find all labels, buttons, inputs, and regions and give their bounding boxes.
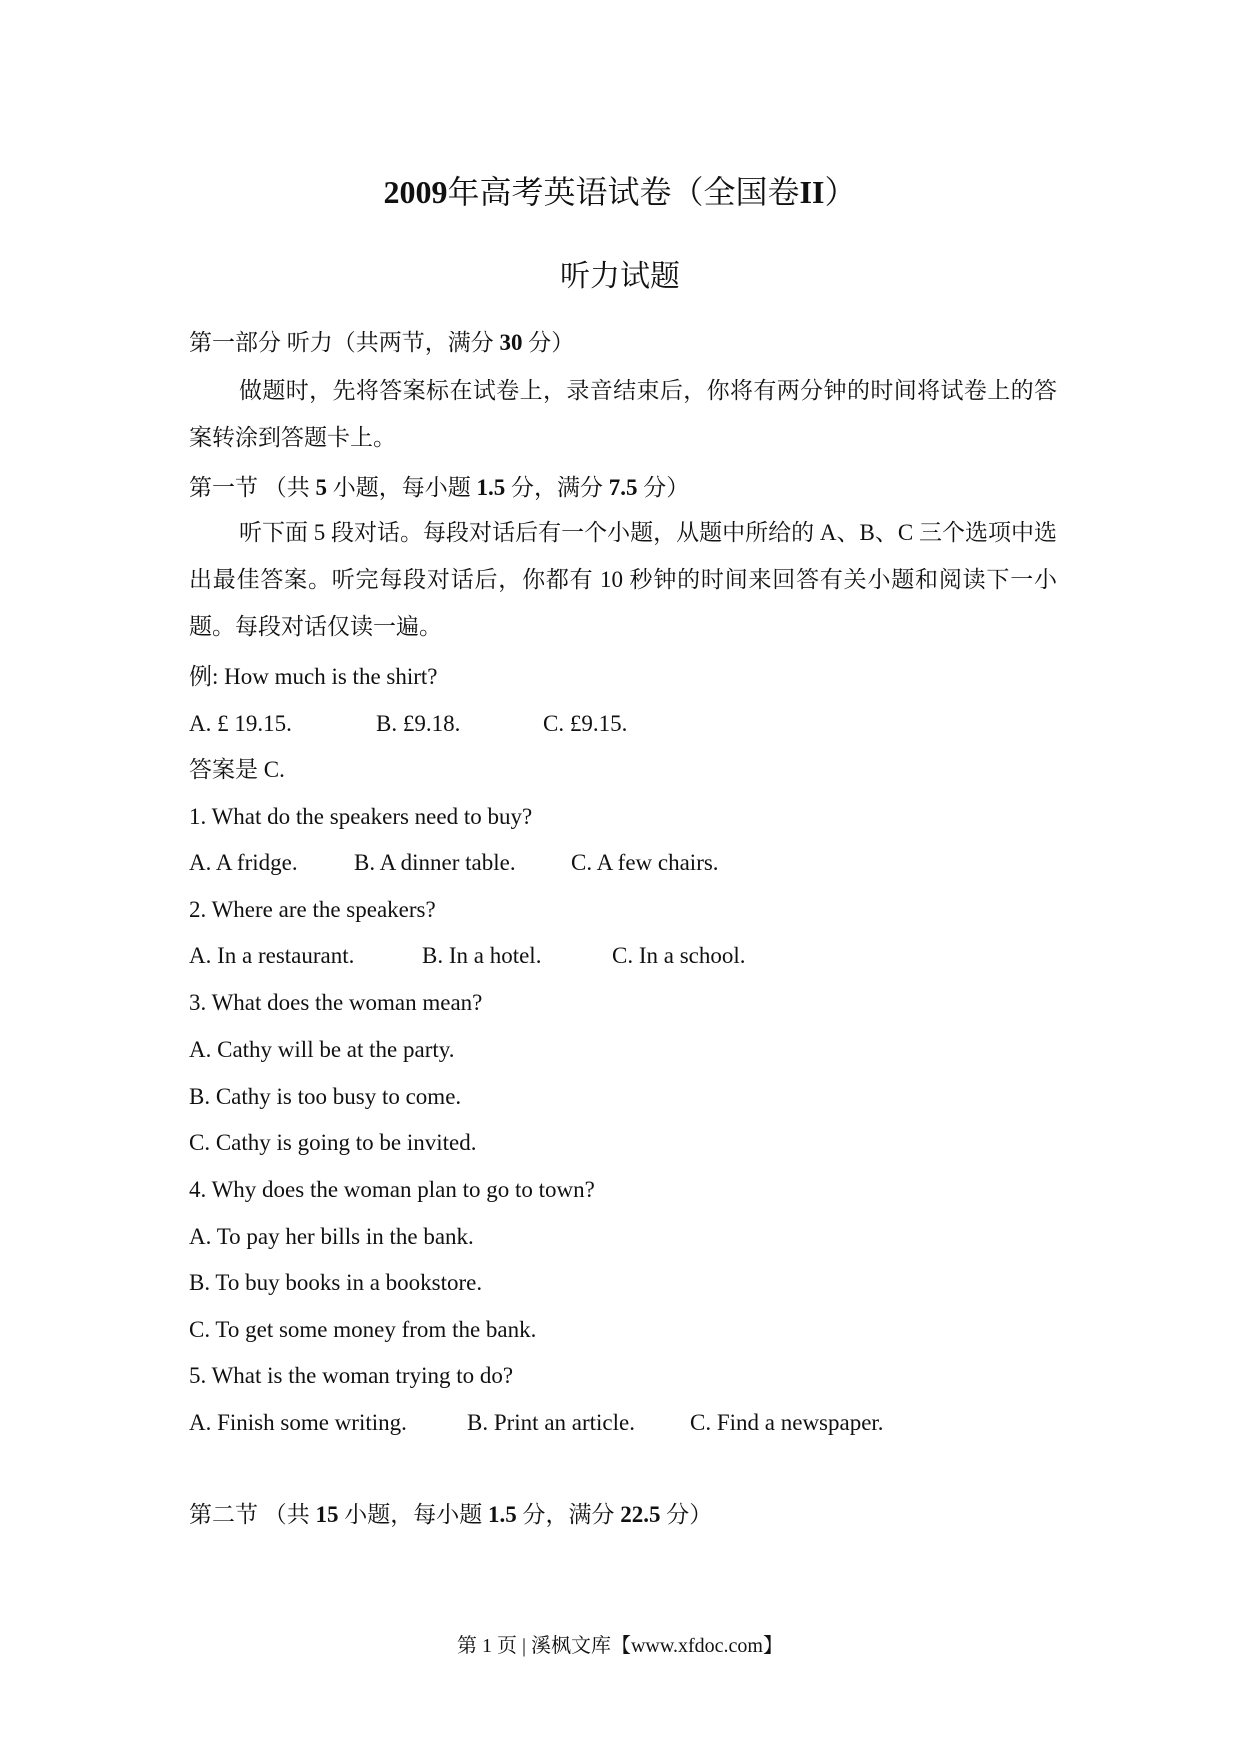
section1-text-c: 分，满分 bbox=[505, 475, 609, 500]
question-4-option-a: A. To pay her bills in the bank. bbox=[189, 1224, 474, 1249]
part1-text: 第一部分 听力（共两节，满分 bbox=[189, 330, 500, 355]
question-2: 2. Where are the speakers? bbox=[189, 897, 436, 922]
section2-each: 1.5 bbox=[488, 1502, 517, 1527]
title-year: 2009 bbox=[383, 174, 448, 210]
question-4-option-c: C. To get some money from the bank. bbox=[189, 1317, 537, 1342]
example-option-c: C. £9.15. bbox=[543, 711, 628, 736]
part1-score: 30 bbox=[499, 330, 523, 355]
title-text: 年高考英语试卷（全国卷 bbox=[447, 174, 800, 210]
question-5-option-b: B. Print an article. bbox=[467, 1410, 635, 1435]
question-5-option-a: A. Finish some writing. bbox=[189, 1410, 407, 1435]
section1-count: 5 bbox=[315, 475, 327, 500]
question-1-option-b: B. A dinner table. bbox=[354, 850, 516, 875]
question-1: 1. What do the speakers need to buy? bbox=[189, 804, 533, 829]
question-2-option-c: C. In a school. bbox=[612, 943, 746, 968]
question-2-option-a: A. In a restaurant. bbox=[189, 943, 355, 968]
part1-text-end: 分） bbox=[522, 330, 575, 355]
question-3-option-c: C. Cathy is going to be invited. bbox=[189, 1130, 477, 1155]
intro-paragraph-1: 做题时，先将答案标在试卷上，录音结束后，你将有两分钟的时间将试卷上的答案转涂到答题卡上。 bbox=[189, 378, 1057, 450]
section2-text-b: 小题，每小题 bbox=[338, 1502, 488, 1527]
title-roman: II bbox=[799, 174, 825, 210]
question-3-option-b: B. Cathy is too busy to come. bbox=[189, 1084, 462, 1109]
question-4-option-b: B. To buy books in a bookstore. bbox=[189, 1270, 483, 1295]
example-option-b: B. £9.18. bbox=[376, 711, 461, 736]
question-5-option-c: C. Find a newspaper. bbox=[690, 1410, 884, 1435]
example-answer: 答案是 C. bbox=[189, 757, 285, 782]
part1-heading bbox=[189, 328, 574, 358]
section1-text-b: 小题，每小题 bbox=[327, 475, 477, 500]
page-footer: 第 1 页 | 溪枫文库【www.xfdoc.com】 bbox=[456, 1635, 783, 1657]
section2-heading bbox=[189, 1500, 712, 1530]
intro-paragraph-2: 听下面 5 段对话。每段对话后有一个小题，从题中所给的 A、B、C 三个选项中选出最佳答案。听完每段对话后，你都有 10 秒钟的时间来回答有关小题和阅读下一小题。每段对话仅读一遍。 bbox=[189, 520, 1057, 639]
section2-count: 15 bbox=[315, 1502, 339, 1527]
question-3: 3. What does the woman mean? bbox=[189, 990, 483, 1015]
title-close: ） bbox=[824, 174, 857, 210]
question-1-option-c: C. A few chairs. bbox=[571, 850, 719, 875]
example-question: 例: How much is the shirt? bbox=[189, 664, 438, 689]
example-option-a: A. £ 19.15. bbox=[189, 711, 292, 736]
section1-text-a: 第一节 （共 bbox=[189, 475, 316, 500]
question-5: 5. What is the woman trying to do? bbox=[189, 1363, 514, 1388]
question-3-option-a: A. Cathy will be at the party. bbox=[189, 1037, 455, 1062]
page-subtitle: 听力试题 bbox=[560, 260, 680, 293]
section2-total: 22.5 bbox=[620, 1502, 661, 1527]
question-1-option-a: A. A fridge. bbox=[189, 850, 298, 875]
section1-total: 7.5 bbox=[608, 475, 638, 500]
section2-text-c: 分，满分 bbox=[516, 1502, 621, 1527]
question-2-option-b: B. In a hotel. bbox=[422, 943, 542, 968]
section1-each: 1.5 bbox=[476, 475, 506, 500]
section2-text-a: 第二节 （共 bbox=[189, 1502, 316, 1527]
section2-text-d: 分） bbox=[660, 1502, 713, 1527]
section1-heading bbox=[189, 473, 689, 503]
section1-text-d: 分） bbox=[637, 475, 690, 500]
question-4: 4. Why does the woman plan to go to town? bbox=[189, 1177, 595, 1202]
page-title bbox=[0, 172, 1240, 212]
